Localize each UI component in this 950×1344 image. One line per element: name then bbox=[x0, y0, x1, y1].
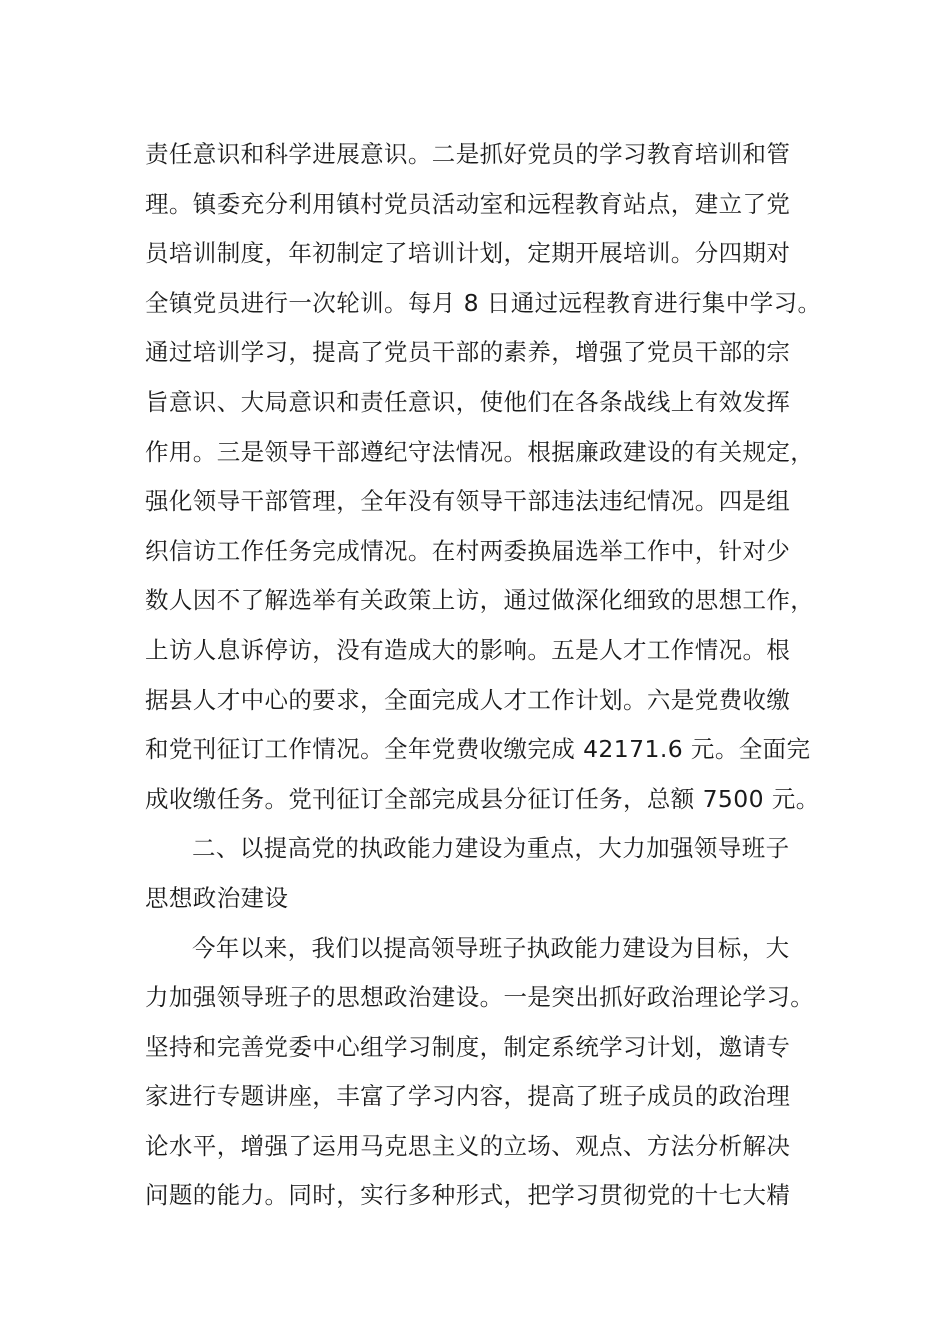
text-line-7: 作用。三是领导干部遵纪守法情况。根据廉政建设的有关规定， bbox=[145, 437, 815, 466]
text-line-11: 上访人息诉停访，没有造成大的影响。五是人才工作情况。根 bbox=[145, 635, 791, 664]
text-line-19: 坚持和完善党委中心组学习制度，制定系统学习计划，邀请专 bbox=[145, 1032, 791, 1061]
section-heading-line-1: 二、以提高党的执政能力建设为重点，大力加强领导班子 bbox=[192, 834, 790, 863]
text-line-21: 论水平，增强了运用马克思主义的立场、观点、方法分析解决 bbox=[145, 1131, 791, 1160]
text-line-14: 成收缴任务。党刊征订全部完成县分征订任务，总额 7500 元。 bbox=[145, 784, 820, 813]
text-line-13: 和党刊征订工作情况。全年党费收缴完成 42171.6 元。全面完 bbox=[145, 735, 811, 764]
text-line-12: 据县人才中心的要求，全面完成人才工作计划。六是党费收缴 bbox=[145, 685, 791, 714]
text-line-8: 强化领导干部管理，全年没有领导干部违法违纪情况。四是组 bbox=[145, 487, 791, 516]
text-line-17: 今年以来，我们以提高领导班子执政能力建设为目标，大 bbox=[192, 933, 790, 962]
text-line-3: 员培训制度，年初制定了培训计划，定期开展培训。分四期对 bbox=[145, 239, 791, 268]
text-line-10: 数人因不了解选举有关政策上访，通过做深化细致的思想工作， bbox=[145, 586, 815, 615]
text-line-5: 通过培训学习，提高了党员干部的素养，增强了党员干部的宗 bbox=[145, 338, 791, 367]
text-line-18: 力加强领导班子的思想政治建设。一是突出抓好政治理论学习。 bbox=[145, 983, 815, 1012]
text-line-9: 织信访工作任务完成情况。在村两委换届选举工作中，针对少 bbox=[145, 536, 791, 565]
text-line-2: 理。镇委充分利用镇村党员活动室和远程教育站点，建立了党 bbox=[145, 189, 791, 218]
text-line-1: 责任意识和科学进展意识。二是抓好党员的学习教育培训和管 bbox=[145, 140, 791, 168]
text-line-4: 全镇党员进行一次轮训。每月 8 日通过远程教育进行集中学习。 bbox=[145, 288, 822, 317]
section-heading-line-2: 思想政治建设 bbox=[145, 883, 289, 912]
text-line-6: 旨意识、大局意识和责任意识，使他们在各条战线上有效发挥 bbox=[145, 387, 791, 416]
body-text bbox=[145, 130, 845, 1221]
text-line-20: 家进行专题讲座，丰富了学习内容，提高了班子成员的政治理 bbox=[145, 1082, 791, 1111]
text-line-22: 问题的能力。同时，实行多种形式，把学习贯彻党的十七大精 bbox=[145, 1181, 791, 1210]
